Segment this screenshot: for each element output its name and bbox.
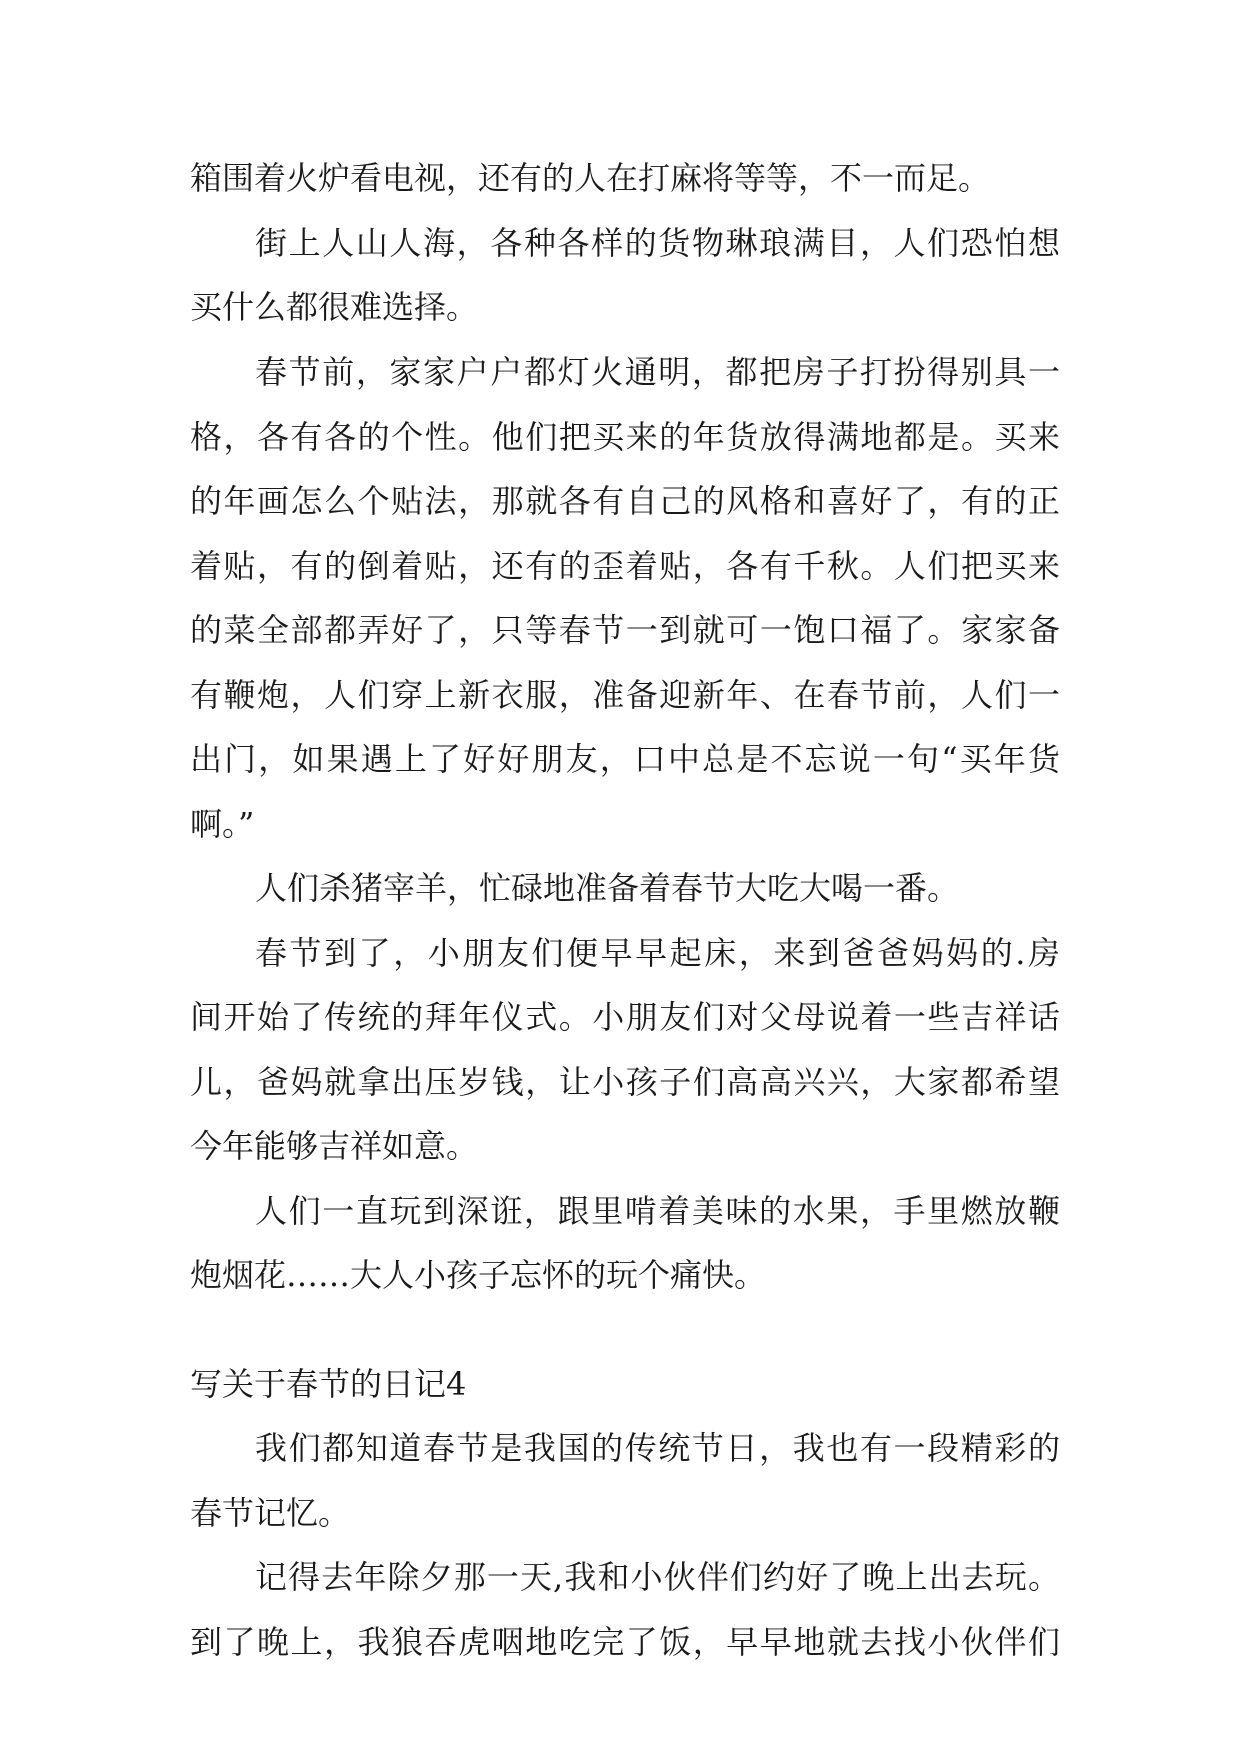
text-line: 到了晚上，我狼吞虎咽地吃完了饭，早早地就去找小伙伴们 bbox=[190, 1623, 1060, 1661]
paragraph-first-line: 春节前，家家户户都灯火通明，都把房子打扮得别具一 bbox=[255, 353, 1060, 391]
text-line: 箱围着火炉看电视，还有的人在打麻将等等，不一而足。 bbox=[190, 159, 991, 197]
paragraph-first-line: 我们都知道春节是我国的传统节日，我也有一段精彩的 bbox=[255, 1429, 1060, 1467]
paragraph-first-line: 记得去年除夕那一天,我和小伙伴们约好了晚上出去玩。 bbox=[255, 1558, 1060, 1596]
text-line: 的菜全部都弄好了，只等春节一到就可一饱口福了。家家备 bbox=[190, 611, 1060, 649]
text-line: 有鞭炮，人们穿上新衣服，准备迎新年、在春节前，人们一 bbox=[190, 676, 1060, 714]
paragraph-first-line: 街上人山人海，各种各样的货物琳琅满目，人们恐怕想 bbox=[255, 224, 1060, 262]
text-line: 买什么都很难选择。 bbox=[190, 288, 479, 326]
paragraph-first-line: 人们一直玩到深诳，跟里啃着美味的水果，手里燃放鞭 bbox=[255, 1192, 1060, 1230]
text-line: 今年能够吉祥如意。 bbox=[190, 1127, 479, 1165]
paragraph-first-line: 春节到了，小朋友们便早早起床，来到爸爸妈妈的.房 bbox=[255, 934, 1060, 972]
text-line: 儿，爸妈就拿出压岁钱，让小孩子们高高兴兴，大家都希望 bbox=[190, 1063, 1060, 1101]
section-heading: 写关于春节的日记4 bbox=[190, 1365, 467, 1403]
text-line: 着贴，有的倒着贴，还有的歪着贴，各有千秋。人们把买来 bbox=[190, 547, 1060, 585]
text-line: 炮烟花……大人小孩子忘怀的玩个痛快。 bbox=[190, 1256, 767, 1294]
text-line: 格，各有各的个性。他们把买来的年货放得满地都是。买来 bbox=[190, 418, 1060, 456]
text-line: 啊。” bbox=[190, 805, 255, 843]
text-line: 间开始了传统的拜年仪式。小朋友们对父母说着一些吉祥话 bbox=[190, 998, 1060, 1036]
text-line: 的年画怎么个贴法，那就各有自己的风格和喜好了，有的正 bbox=[190, 482, 1060, 520]
text-line: 春节记忆。 bbox=[190, 1494, 351, 1532]
paragraph-first-line: 人们杀猪宰羊，忙碌地准备着春节大吃大喝一番。 bbox=[255, 869, 960, 907]
text-line: 出门，如果遇上了好好朋友，口中总是不忘说一句“买年货 bbox=[190, 740, 1060, 778]
